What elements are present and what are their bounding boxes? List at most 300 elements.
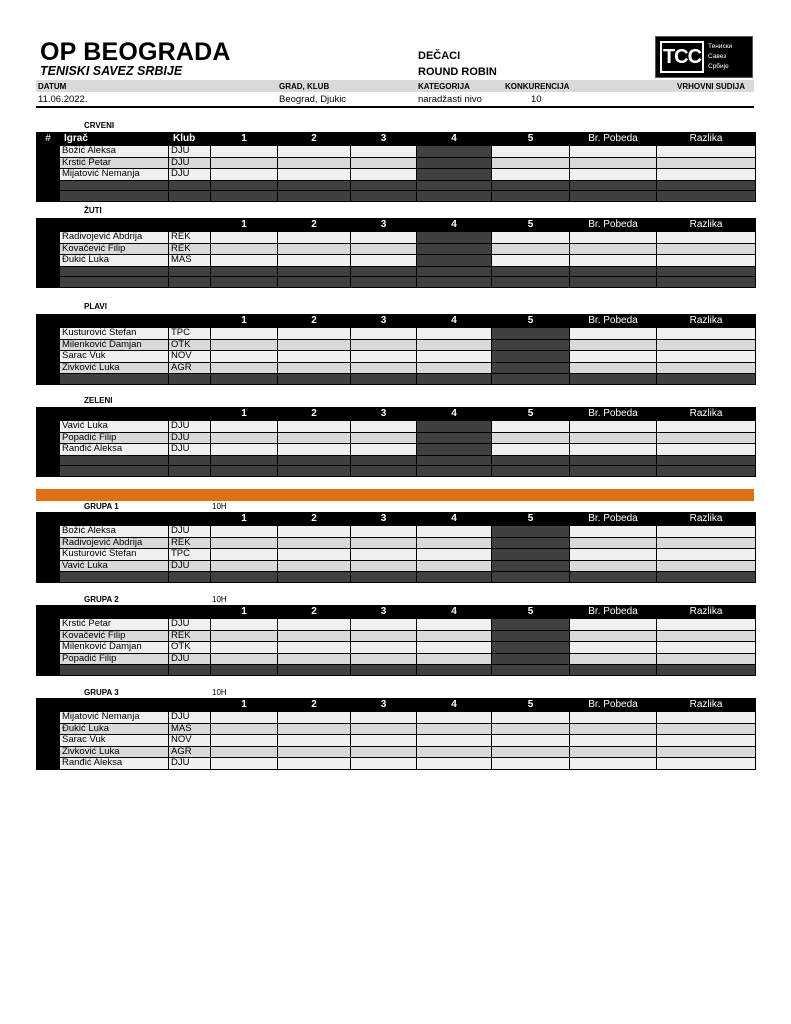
column-header-hash (37, 699, 60, 712)
table-row (37, 243, 756, 255)
match-cell-2 (278, 572, 351, 583)
column-header-hash (37, 606, 60, 619)
logo-line: Савез (708, 53, 727, 60)
match-cell-2[interactable] (278, 243, 351, 255)
match-cell-3[interactable] (351, 526, 417, 538)
wins-cell[interactable] (570, 537, 657, 549)
match-cell-2[interactable] (278, 746, 351, 758)
wins-cell[interactable] (570, 444, 657, 456)
match-cell-1[interactable] (211, 432, 278, 444)
match-cell-5 (492, 191, 570, 202)
match-cell-5[interactable] (492, 232, 570, 244)
column-header-c1: 1 (211, 699, 278, 712)
match-cell-5 (492, 266, 570, 277)
wins-cell[interactable] (570, 255, 657, 267)
match-cell-3[interactable] (351, 723, 417, 735)
match-cell-2[interactable] (278, 432, 351, 444)
match-cell-3[interactable] (351, 421, 417, 433)
match-cell-1[interactable] (211, 169, 278, 181)
column-header-c5: 5 (492, 408, 570, 421)
column-header-c3: 3 (351, 606, 417, 619)
match-cell-1[interactable] (211, 328, 278, 340)
wins-cell[interactable] (570, 351, 657, 363)
match-cell-1[interactable] (211, 146, 278, 158)
match-cell-3[interactable] (351, 630, 417, 642)
round-robin-table (36, 512, 756, 583)
grad-value: Beograd, Djukic (279, 94, 347, 105)
match-cell-2[interactable] (278, 328, 351, 340)
wins-cell[interactable] (570, 630, 657, 642)
match-cell-5[interactable] (492, 653, 570, 665)
match-cell-3[interactable] (351, 362, 417, 374)
match-cell-3[interactable] (351, 351, 417, 363)
match-cell-2[interactable] (278, 169, 351, 181)
match-cell-5[interactable] (492, 712, 570, 724)
konkurencija-value: 10 (531, 94, 542, 105)
group-time: 10H (212, 595, 227, 604)
player-name-cell (60, 466, 169, 477)
match-cell-5[interactable] (492, 549, 570, 561)
difference-cell[interactable] (657, 146, 756, 158)
column-header-c2: 2 (278, 606, 351, 619)
match-cell-3[interactable] (351, 157, 417, 169)
match-cell-4[interactable] (417, 362, 492, 374)
match-cell-5[interactable] (492, 444, 570, 456)
category-label: DEČACI (418, 50, 461, 62)
table-row (37, 146, 756, 158)
match-cell-4[interactable] (417, 421, 492, 433)
match-cell-1[interactable] (211, 362, 278, 374)
match-cell-4[interactable] (417, 526, 492, 538)
match-cell-2[interactable] (278, 619, 351, 631)
club-cell (169, 266, 211, 277)
match-cell-3 (351, 266, 417, 277)
header-divider (36, 106, 754, 108)
column-header-c4: 4 (417, 408, 492, 421)
difference-cell[interactable] (657, 526, 756, 538)
column-header-c3: 3 (351, 219, 417, 232)
row-number-cell (37, 169, 60, 181)
wins-cell[interactable] (570, 243, 657, 255)
match-cell-3[interactable] (351, 642, 417, 654)
match-cell-3[interactable] (351, 339, 417, 351)
row-number-cell (37, 712, 60, 724)
match-cell-4[interactable] (417, 560, 492, 572)
difference-cell (657, 466, 756, 477)
match-cell-4[interactable] (417, 537, 492, 549)
column-header-c5: 5 (492, 699, 570, 712)
club-cell: REK (169, 630, 211, 642)
difference-cell[interactable] (657, 560, 756, 572)
row-number-cell (37, 619, 60, 631)
club-cell (169, 572, 211, 583)
match-cell-2[interactable] (278, 526, 351, 538)
wins-cell (570, 374, 657, 385)
difference-cell[interactable] (657, 746, 756, 758)
match-cell-2[interactable] (278, 444, 351, 456)
table-row (37, 362, 756, 374)
row-number-cell (37, 277, 60, 288)
difference-cell[interactable] (657, 351, 756, 363)
match-cell-1 (211, 572, 278, 583)
match-cell-5[interactable] (492, 723, 570, 735)
player-name-cell (60, 455, 169, 466)
group-label: ŽUTI (84, 206, 102, 215)
datum-value: 11.06.2022. (38, 94, 88, 105)
match-cell-3[interactable] (351, 758, 417, 770)
wins-cell[interactable] (570, 421, 657, 433)
match-cell-1[interactable] (211, 712, 278, 724)
match-cell-3[interactable] (351, 653, 417, 665)
column-header-club (169, 219, 211, 232)
match-cell-4 (417, 374, 492, 385)
wins-cell[interactable] (570, 339, 657, 351)
difference-cell[interactable] (657, 735, 756, 747)
row-number-cell (37, 255, 60, 267)
match-cell-2[interactable] (278, 653, 351, 665)
match-cell-2[interactable] (278, 232, 351, 244)
row-number-cell (37, 735, 60, 747)
match-cell-1[interactable] (211, 421, 278, 433)
match-cell-1[interactable] (211, 653, 278, 665)
match-cell-5[interactable] (492, 432, 570, 444)
match-cell-5[interactable] (492, 362, 570, 374)
wins-cell[interactable] (570, 146, 657, 158)
column-header-diff: Razlika (657, 606, 756, 619)
match-cell-4[interactable] (417, 232, 492, 244)
wins-cell[interactable] (570, 712, 657, 724)
row-number-cell (37, 455, 60, 466)
match-cell-2[interactable] (278, 758, 351, 770)
column-header-c4: 4 (417, 606, 492, 619)
match-cell-4[interactable] (417, 723, 492, 735)
match-cell-1[interactable] (211, 351, 278, 363)
match-cell-1[interactable] (211, 232, 278, 244)
wins-cell[interactable] (570, 549, 657, 561)
table-header-row (37, 513, 756, 526)
match-cell-2[interactable] (278, 255, 351, 267)
match-cell-2[interactable] (278, 735, 351, 747)
match-cell-1 (211, 277, 278, 288)
match-cell-2[interactable] (278, 712, 351, 724)
club-cell: DJU (169, 432, 211, 444)
match-cell-5[interactable] (492, 758, 570, 770)
column-header-hash (37, 408, 60, 421)
logo-line: Србије (708, 63, 729, 70)
row-number-cell (37, 723, 60, 735)
match-cell-3[interactable] (351, 537, 417, 549)
match-cell-5[interactable] (492, 146, 570, 158)
difference-cell[interactable] (657, 339, 756, 351)
table-row (37, 432, 756, 444)
difference-cell[interactable] (657, 421, 756, 433)
difference-cell[interactable] (657, 549, 756, 561)
difference-cell[interactable] (657, 157, 756, 169)
match-cell-4[interactable] (417, 642, 492, 654)
row-number-cell (37, 232, 60, 244)
match-cell-3[interactable] (351, 549, 417, 561)
player-name-cell: Milenković Damjan (60, 642, 169, 654)
wins-cell[interactable] (570, 526, 657, 538)
match-cell-4[interactable] (417, 339, 492, 351)
match-cell-3[interactable] (351, 255, 417, 267)
match-cell-3[interactable] (351, 328, 417, 340)
row-number-cell (37, 243, 60, 255)
wins-cell[interactable] (570, 758, 657, 770)
row-number-cell (37, 758, 60, 770)
match-cell-5[interactable] (492, 243, 570, 255)
match-cell-2[interactable] (278, 560, 351, 572)
match-cell-5[interactable] (492, 169, 570, 181)
match-cell-5[interactable] (492, 619, 570, 631)
match-cell-4[interactable] (417, 328, 492, 340)
wins-cell[interactable] (570, 746, 657, 758)
match-cell-4[interactable] (417, 746, 492, 758)
match-cell-2[interactable] (278, 421, 351, 433)
match-cell-5[interactable] (492, 735, 570, 747)
player-name-cell: Sarac Vuk (60, 735, 169, 747)
column-header-hash (37, 315, 60, 328)
match-cell-4[interactable] (417, 444, 492, 456)
match-cell-4[interactable] (417, 549, 492, 561)
match-cell-2[interactable] (278, 339, 351, 351)
player-name-cell: Đukić Luka (60, 255, 169, 267)
club-cell: MAS (169, 723, 211, 735)
table-row (37, 232, 756, 244)
match-cell-5[interactable] (492, 339, 570, 351)
wins-cell[interactable] (570, 619, 657, 631)
match-cell-1[interactable] (211, 758, 278, 770)
match-cell-3[interactable] (351, 444, 417, 456)
club-cell: DJU (169, 157, 211, 169)
column-header-diff: Razlika (657, 133, 756, 146)
match-cell-2[interactable] (278, 146, 351, 158)
player-name-cell (60, 191, 169, 202)
match-cell-4[interactable] (417, 758, 492, 770)
match-cell-4[interactable] (417, 712, 492, 724)
wins-cell[interactable] (570, 735, 657, 747)
match-cell-5[interactable] (492, 537, 570, 549)
group-label: CRVENI (84, 121, 115, 130)
match-cell-2[interactable] (278, 642, 351, 654)
match-cell-4[interactable] (417, 157, 492, 169)
match-cell-3[interactable] (351, 746, 417, 758)
match-cell-5[interactable] (492, 328, 570, 340)
match-cell-2[interactable] (278, 537, 351, 549)
column-header-club (169, 513, 211, 526)
column-header-hash: # (37, 133, 60, 146)
match-cell-1 (211, 266, 278, 277)
match-cell-4[interactable] (417, 653, 492, 665)
info-bar (36, 80, 754, 92)
table-row (37, 642, 756, 654)
match-cell-3[interactable] (351, 232, 417, 244)
logo-text (708, 42, 732, 72)
match-cell-4 (417, 572, 492, 583)
match-cell-3[interactable] (351, 619, 417, 631)
match-cell-1[interactable] (211, 746, 278, 758)
club-cell (169, 665, 211, 676)
club-cell (169, 277, 211, 288)
round-robin-table (36, 605, 756, 676)
match-cell-1[interactable] (211, 642, 278, 654)
match-cell-4[interactable] (417, 432, 492, 444)
match-cell-4 (417, 665, 492, 676)
table-header-row (37, 133, 756, 146)
column-header-c5: 5 (492, 606, 570, 619)
group-label: PLAVI (84, 302, 107, 311)
match-cell-3[interactable] (351, 712, 417, 724)
match-cell-2[interactable] (278, 723, 351, 735)
group-time: 10H (212, 502, 227, 511)
wins-cell[interactable] (570, 642, 657, 654)
column-header-c5: 5 (492, 315, 570, 328)
match-cell-3 (351, 466, 417, 477)
wins-cell[interactable] (570, 432, 657, 444)
difference-cell[interactable] (657, 630, 756, 642)
difference-cell[interactable] (657, 642, 756, 654)
column-header-c5: 5 (492, 219, 570, 232)
difference-cell (657, 191, 756, 202)
match-cell-4[interactable] (417, 169, 492, 181)
column-header-c3: 3 (351, 699, 417, 712)
match-cell-1[interactable] (211, 560, 278, 572)
match-cell-4[interactable] (417, 255, 492, 267)
logo-line: Тениски (708, 43, 733, 50)
wins-cell[interactable] (570, 653, 657, 665)
match-cell-5[interactable] (492, 642, 570, 654)
difference-cell[interactable] (657, 758, 756, 770)
format-label: ROUND ROBIN (418, 66, 497, 78)
match-cell-3[interactable] (351, 735, 417, 747)
row-number-cell (37, 146, 60, 158)
difference-cell[interactable] (657, 619, 756, 631)
match-cell-4[interactable] (417, 351, 492, 363)
wins-cell[interactable] (570, 232, 657, 244)
wins-cell[interactable] (570, 169, 657, 181)
row-number-cell (37, 157, 60, 169)
match-cell-2[interactable] (278, 362, 351, 374)
player-name-cell: Radivojević Abdrija (60, 537, 169, 549)
match-cell-3[interactable] (351, 169, 417, 181)
match-cell-1[interactable] (211, 157, 278, 169)
match-cell-1[interactable] (211, 619, 278, 631)
difference-cell[interactable] (657, 232, 756, 244)
difference-cell[interactable] (657, 723, 756, 735)
match-cell-1[interactable] (211, 537, 278, 549)
match-cell-1[interactable] (211, 630, 278, 642)
player-name-cell (60, 665, 169, 676)
wins-cell[interactable] (570, 328, 657, 340)
difference-cell[interactable] (657, 243, 756, 255)
round-robin-table (36, 698, 756, 770)
empty-row (37, 466, 756, 477)
match-cell-5[interactable] (492, 746, 570, 758)
match-cell-5 (492, 180, 570, 191)
match-cell-2[interactable] (278, 157, 351, 169)
match-cell-5[interactable] (492, 560, 570, 572)
match-cell-1[interactable] (211, 526, 278, 538)
difference-cell[interactable] (657, 712, 756, 724)
difference-cell[interactable] (657, 444, 756, 456)
column-header-player (60, 513, 169, 526)
match-cell-1[interactable] (211, 339, 278, 351)
match-cell-2[interactable] (278, 549, 351, 561)
match-cell-2[interactable] (278, 351, 351, 363)
match-cell-3[interactable] (351, 243, 417, 255)
match-cell-4 (417, 455, 492, 466)
match-cell-3[interactable] (351, 432, 417, 444)
match-cell-1[interactable] (211, 735, 278, 747)
column-header-c5: 5 (492, 513, 570, 526)
table-row (37, 735, 756, 747)
column-header-c1: 1 (211, 219, 278, 232)
group-label: ZELENI (84, 396, 113, 405)
wins-cell[interactable] (570, 723, 657, 735)
match-cell-4[interactable] (417, 243, 492, 255)
club-cell (169, 374, 211, 385)
match-cell-5 (492, 374, 570, 385)
difference-cell[interactable] (657, 255, 756, 267)
row-number-cell (37, 362, 60, 374)
column-header-player (60, 315, 169, 328)
match-cell-2[interactable] (278, 630, 351, 642)
difference-cell[interactable] (657, 432, 756, 444)
club-cell: DJU (169, 146, 211, 158)
match-cell-1[interactable] (211, 444, 278, 456)
match-cell-1 (211, 665, 278, 676)
match-cell-3[interactable] (351, 560, 417, 572)
match-cell-5[interactable] (492, 630, 570, 642)
match-cell-4[interactable] (417, 619, 492, 631)
club-cell: AGR (169, 362, 211, 374)
row-number-cell (37, 466, 60, 477)
match-cell-3 (351, 374, 417, 385)
match-cell-1[interactable] (211, 549, 278, 561)
match-cell-5[interactable] (492, 526, 570, 538)
match-cell-1[interactable] (211, 723, 278, 735)
column-header-club (169, 699, 211, 712)
match-cell-4 (417, 277, 492, 288)
column-header-c1: 1 (211, 606, 278, 619)
wins-cell[interactable] (570, 157, 657, 169)
match-cell-3[interactable] (351, 146, 417, 158)
match-cell-1[interactable] (211, 243, 278, 255)
match-cell-4[interactable] (417, 630, 492, 642)
difference-cell[interactable] (657, 653, 756, 665)
match-cell-5[interactable] (492, 157, 570, 169)
wins-cell (570, 277, 657, 288)
difference-cell[interactable] (657, 169, 756, 181)
wins-cell[interactable] (570, 560, 657, 572)
match-cell-1[interactable] (211, 255, 278, 267)
table-row (37, 421, 756, 433)
match-cell-4[interactable] (417, 735, 492, 747)
row-number-cell (37, 549, 60, 561)
match-cell-4[interactable] (417, 146, 492, 158)
match-cell-5[interactable] (492, 421, 570, 433)
column-header-c3: 3 (351, 513, 417, 526)
match-cell-5[interactable] (492, 255, 570, 267)
row-number-cell (37, 665, 60, 676)
wins-cell[interactable] (570, 362, 657, 374)
difference-cell[interactable] (657, 537, 756, 549)
match-cell-5[interactable] (492, 351, 570, 363)
column-header-c3: 3 (351, 408, 417, 421)
difference-cell[interactable] (657, 362, 756, 374)
column-header-club: Klub (169, 133, 211, 146)
difference-cell[interactable] (657, 328, 756, 340)
